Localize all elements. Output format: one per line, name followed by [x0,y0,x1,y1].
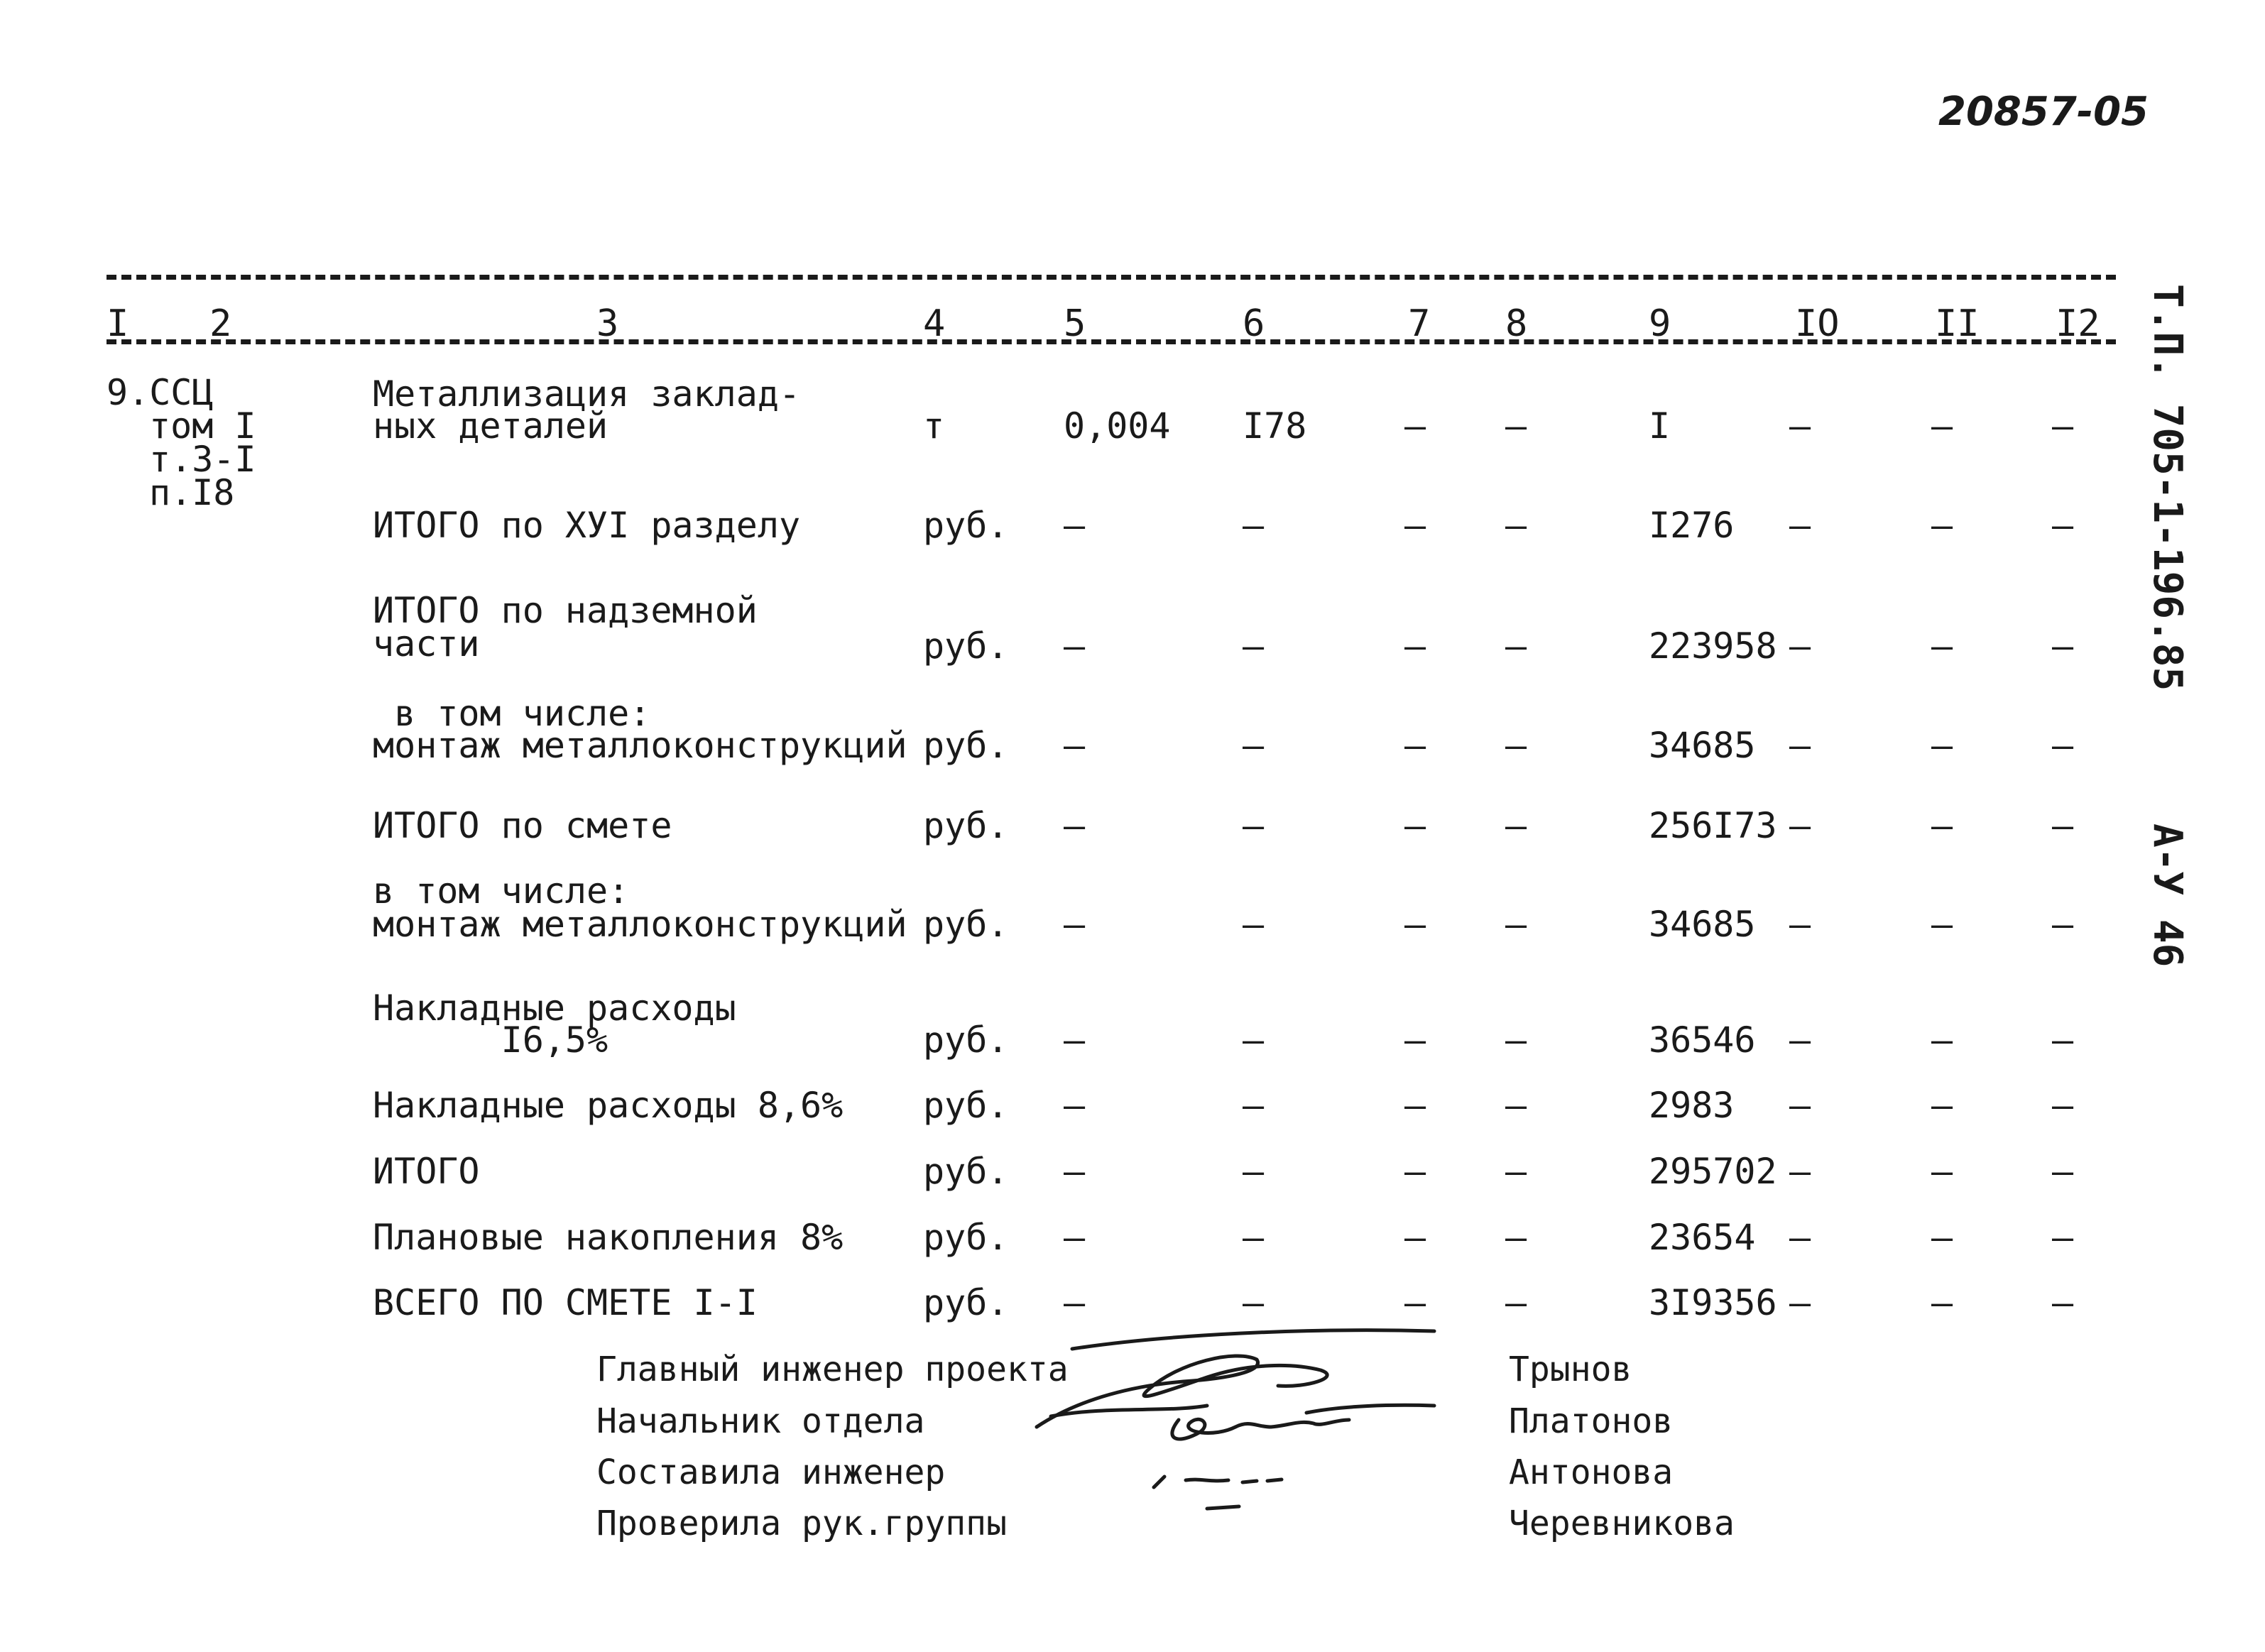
reference-line: 9.ССЦ [107,372,214,413]
item-name: монтаж металлоконструкций [373,904,907,945]
reference-line: т.3-I [149,439,256,480]
value-cell: – [1064,1085,1086,1126]
value-cell: – [1505,625,1527,667]
cost-cell: 223958 [1649,625,1777,667]
value-cell: – [1064,1151,1086,1192]
cost-cell: 2983 [1649,1085,1735,1126]
value-cell: – [1931,725,1953,766]
value-cell: – [2052,1085,2074,1126]
value-cell: – [1505,1282,1527,1323]
value-cell: – [1404,1217,1426,1258]
value-cell: – [1505,405,1527,447]
unit-cell: руб. [923,1151,1009,1192]
value-cell: – [1505,505,1527,546]
value-cell: – [1931,625,1953,667]
value-cell: – [2052,1282,2074,1323]
value-cell: – [1064,505,1086,546]
value-cell: – [1243,1019,1265,1061]
value-cell: – [1404,904,1426,945]
signatory-name: Антонова [1509,1453,1674,1492]
value-cell: – [1931,1282,1953,1323]
item-name: Накладные расходы [373,988,736,1029]
value-cell: – [1505,805,1527,846]
value-cell: – [1789,1151,1811,1192]
signatory-name: Платонов [1509,1401,1674,1441]
value-cell: – [2052,904,2074,945]
value-cell: – [1789,505,1811,546]
value-cell: – [1789,1282,1811,1323]
item-name: ных деталей [373,405,608,447]
column-number: 9 [1649,302,1671,345]
quantity-cell: 0,004 [1064,405,1171,447]
unit-cell: руб. [923,1282,1009,1323]
value-cell: – [1243,725,1265,766]
column-number: 8 [1505,302,1528,345]
value-cell: – [1243,1217,1265,1258]
value-cell: – [1404,1019,1426,1061]
value-cell: – [1789,1019,1811,1061]
column-number: IO [1795,302,1840,345]
reference-line: том I [149,405,256,447]
value-cell: – [1505,1151,1527,1192]
value-cell: – [1243,1085,1265,1126]
item-name: ИТОГО [373,1151,480,1192]
value-cell: – [1243,1282,1265,1323]
value-cell: – [1931,1217,1953,1258]
cost-cell: 36546 [1649,1019,1756,1061]
reference-line: п.I8 [149,472,235,513]
value-cell: – [1064,904,1086,945]
unit-cell: руб. [923,805,1009,846]
value-cell: – [1505,1217,1527,1258]
value-cell: – [1789,1085,1811,1126]
value-cell: – [1505,1085,1527,1126]
value-cell: – [1789,904,1811,945]
cost-cell: 295702 [1649,1151,1777,1192]
column-number: 2 [209,302,232,345]
item-name: Плановые накопления 8% [373,1217,844,1258]
value-cell: – [1404,725,1426,766]
value-cell: – [1404,1282,1426,1323]
value-cell: – [1404,505,1426,546]
unit-cell: т [923,405,945,447]
column-number: 5 [1064,302,1086,345]
column-number: 4 [923,302,946,345]
item-name: ИТОГО по ХУI разделу [373,505,801,546]
value-cell: – [1243,805,1265,846]
value-cell: – [1931,1019,1953,1061]
value-cell: – [1064,625,1086,667]
value-cell: – [1505,725,1527,766]
column-number: 6 [1243,302,1265,345]
item-name: I6,5% [373,1019,608,1061]
value-cell: – [1243,904,1265,945]
value-cell: – [1931,904,1953,945]
item-name: Накладные расходы 8,6% [373,1085,844,1126]
value-cell: – [1064,1217,1086,1258]
value-cell: – [1931,505,1953,546]
document-number: 20857-05 [1938,89,2149,135]
column-number: I [107,302,129,345]
value-cell: – [1404,1151,1426,1192]
value-cell: – [1505,904,1527,945]
item-name: части [373,623,480,664]
value-cell: – [1789,805,1811,846]
unit-cell: руб. [923,725,1009,766]
value-cell: – [2052,1217,2074,1258]
value-cell: – [2052,625,2074,667]
column-number: II [1935,302,1980,345]
column-number: 7 [1408,302,1431,345]
side-designation: Т.П. 705-1-196.85 [2144,284,2190,691]
value-cell: – [2052,1019,2074,1061]
unit-cell: руб. [923,904,1009,945]
unit-cell: руб. [923,1217,1009,1258]
value-cell: – [1931,1151,1953,1192]
cost-cell: 34685 [1649,725,1756,766]
signatory-role: Проверила рук.группы [596,1504,1007,1543]
unit-cell: руб. [923,625,1009,667]
value-cell: – [1064,1282,1086,1323]
signatory-role: Главный инженер проекта [596,1350,1069,1389]
value-cell: – [2052,1151,2074,1192]
value-cell: – [2052,725,2074,766]
cost-cell: I276 [1649,505,1735,546]
item-name: ИТОГО по надземной [373,590,758,631]
value-cell: – [1789,405,1811,447]
cost-cell: 23654 [1649,1217,1756,1258]
value-cell: – [1243,625,1265,667]
column-number: I2 [2056,302,2100,345]
signatory-name: Трынов [1509,1350,1632,1389]
value-cell: – [1064,1019,1086,1061]
item-name: Металлизация заклад- [373,373,801,415]
handwritten-signature [1022,1320,1463,1533]
unit-cell: руб. [923,505,1009,546]
signatory-role: Начальник отдела [596,1401,925,1441]
value-cell: – [1064,725,1086,766]
value-cell: – [1064,805,1086,846]
unit-price-cell: I78 [1243,405,1307,447]
value-cell: – [1789,725,1811,766]
signatory-name: Черевникова [1509,1504,1735,1543]
value-cell: – [1789,1217,1811,1258]
cost-cell: 3I9356 [1649,1282,1777,1323]
unit-cell: руб. [923,1085,1009,1126]
value-cell: – [2052,405,2074,447]
item-name: в том числе: [373,870,630,912]
column-number: 3 [596,302,619,345]
value-cell: – [1931,405,1953,447]
value-cell: – [2052,505,2074,546]
cost-cell: I [1649,405,1671,447]
cost-cell: 34685 [1649,904,1756,945]
item-name: ВСЕГО ПО СМЕТЕ I-I [373,1282,758,1323]
value-cell: – [1404,625,1426,667]
item-name: монтаж металлоконструкций [373,725,907,766]
side-sheet-number: А-У 46 [2144,824,2190,968]
cost-cell: 256I73 [1649,805,1777,846]
item-name: ИТОГО по смете [373,805,672,846]
value-cell: – [1931,805,1953,846]
value-cell: – [1404,805,1426,846]
value-cell: – [1931,1085,1953,1126]
signatory-role: Составила инженер [596,1453,946,1492]
value-cell: – [1404,1085,1426,1126]
header-top-rule [107,275,2116,280]
value-cell: – [1243,1151,1265,1192]
value-cell: – [1789,625,1811,667]
value-cell: – [1505,1019,1527,1061]
item-name: в том числе: [373,693,651,734]
value-cell: – [1404,405,1426,447]
unit-cell: руб. [923,1019,1009,1061]
value-cell: – [1243,505,1265,546]
value-cell: – [2052,805,2074,846]
